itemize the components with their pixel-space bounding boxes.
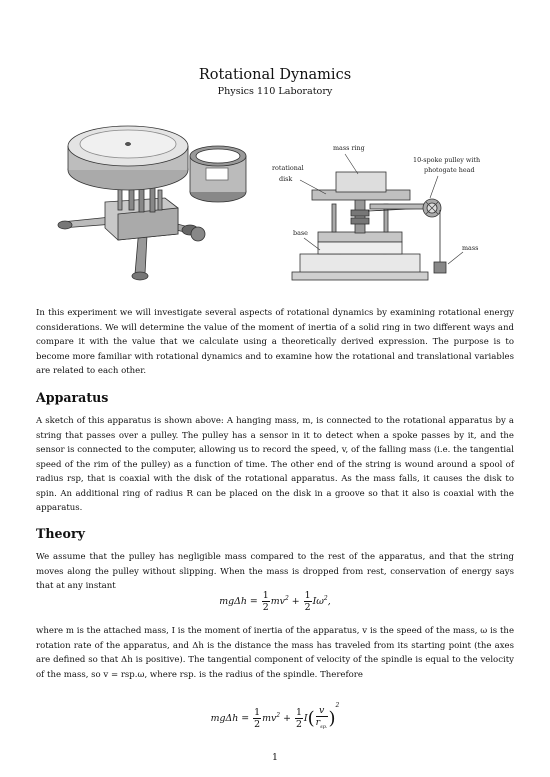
theory-heading: Theory: [36, 526, 85, 541]
energy-equation-1: mgΔh = $\frac{1}{2}$ $mv^2$ + $\frac{1}{2}$ $I\omega^2$,: [219, 590, 331, 613]
label-mass: mass: [462, 244, 479, 252]
label-base: base: [293, 229, 308, 237]
energy-equation-2: mgΔh = $\frac{1}{2}$ $mv^2$ + $\frac{1}{2}$ I( $\frac{v}{r_{sp.}}$ )$^2$: [210, 702, 340, 730]
equation-2-lhs: mgΔh =: [210, 713, 250, 724]
apparatus-figure: [0, 104, 550, 294]
label-pulley-line1: 10-spoke pulley with: [413, 156, 481, 164]
label-rotational: rotational: [272, 164, 304, 172]
page-title: Rotational Dynamics: [198, 67, 352, 83]
label-disk: disk: [279, 175, 293, 183]
label-mass-ring: mass ring: [333, 144, 365, 152]
intro-paragraph: In this experiment we will investigate several aspects of rotational dynamics by examining rotational energy considerations. We will determine the value of the moment of inertia of a solid ring in two different ways and compare it with the value that we calculate using a theoretically derived expression. The purpose is to become more familiar with rotational dynamics and to examine how the rotational and translational variables are related to each other.: [36, 308, 514, 376]
theory-paragraph-2: where m is the attached mass, I is the moment of inertia of the apparatus, v is the speed of the mass, ω is the rotation rate of the apparatus, and Δh is the distance the mass has traveled from its starting point (the axes are defined so that Δh is positive). The tangential component of velocity of the spindle is equal to the velocity of the mass, so v = rsp.ω, where rsp. is the radius of the spindle. Therefore: [36, 626, 514, 680]
label-pulley-line2: photogate head: [424, 166, 475, 174]
page-number: 1: [272, 752, 278, 763]
apparatus-perspective-drawing: [58, 126, 246, 280]
apparatus-paragraph: A sketch of this apparatus is shown above: A hanging mass, m, is connected to the rotational apparatus by a string that passes over a pulley. The pulley has a sensor in it to detect when a spoke passes by it, and the sensor is connected to the computer, allowing us to record the speed, v, of the falling mass (i.e. the tangential speed of the rim of the pulley) as a function of time. The other end of the string is wound around a spool of radius rsp, that is coaxial with the disk of the rotational apparatus. As the mass falls, it causes the disk to spin. An additional ring of radius R can be placed on the disk in a groove so that it also is coaxial with the apparatus.: [36, 416, 514, 513]
equation-1-lhs: mgΔh =: [219, 596, 258, 607]
theory-paragraph-1: We assume that the pulley has negligible mass compared to the rest of the apparatus, and that the string moves along the pulley without slipping. When the mass is dropped from rest, conservation of energy says that at any instant: [36, 552, 514, 591]
page-subtitle: Physics 110 Laboratory: [217, 86, 333, 97]
apparatus-heading: Apparatus: [36, 390, 109, 405]
